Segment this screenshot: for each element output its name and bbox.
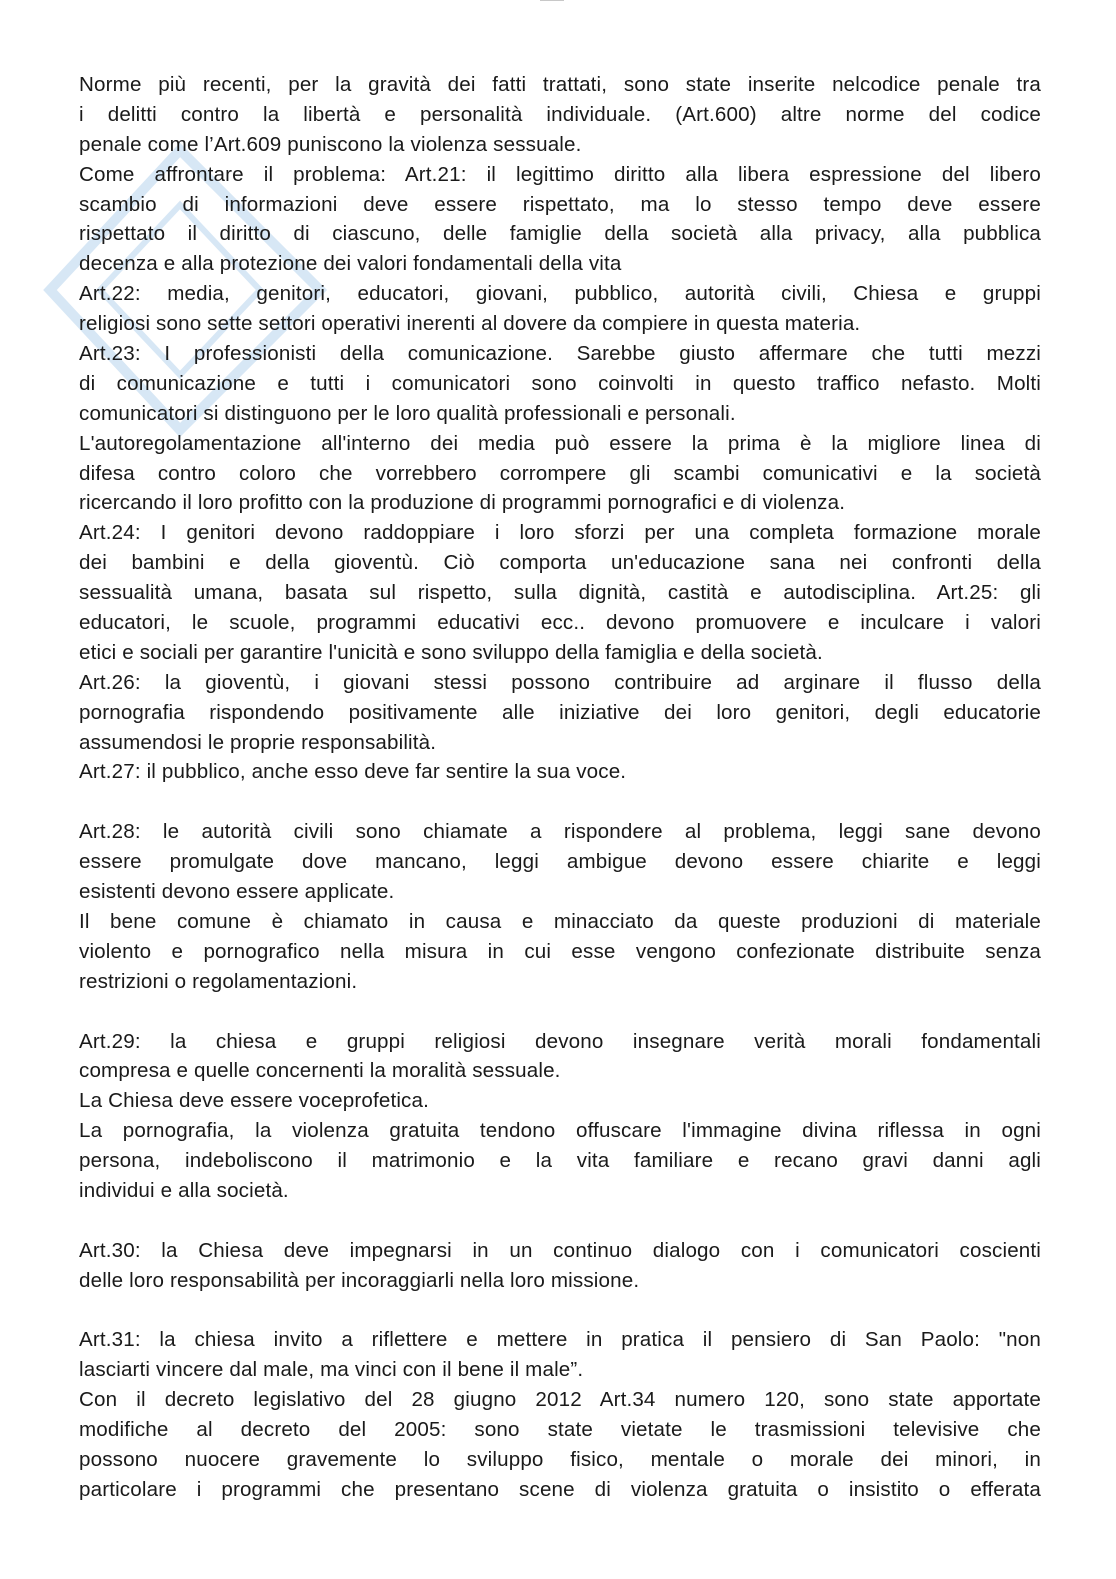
paragraph: [79, 1325, 1041, 1385]
text-line: Con il decreto legislativo del 28 giugno 2012 Art.34 numero 120, sono state apportate: [79, 1388, 1041, 1412]
text-line: Art.26: la gioventù, i giovani stessi possono contribuire ad arginare il flusso della: [79, 670, 1041, 694]
text-line: violento e pornografico nella misura in cui esse vengono confezionate distribuite senza: [79, 939, 1041, 963]
paragraph: [79, 518, 1041, 667]
text-line: Art.29: la chiesa e gruppi religiosi devono insegnare verità morali fondamentali: [79, 1029, 1041, 1053]
text-line: decenza e alla protezione dei valori fondamentali della vita: [79, 252, 622, 276]
text-line: Come affrontare il problema: Art.21: il legittimo diritto alla libera espressione del libero: [79, 162, 1041, 186]
text-line: particolare i programmi che presentano scene di violenza gratuita o insistito o efferata: [79, 1477, 1041, 1501]
text-line: comunicatori si distinguono per le loro qualità professionali e personali.: [79, 401, 736, 425]
text-line: persona, indeboliscono il matrimonio e la vita familiare e recano gravi danni agli: [79, 1149, 1041, 1173]
paragraph: [79, 817, 1041, 907]
paragraph: [79, 1027, 1041, 1087]
text-line: penale come l’Art.609 puniscono la violenza sessuale.: [79, 132, 582, 156]
paragraph: [79, 160, 1041, 280]
text-line: compresa e quelle concernenti la moralità sessuale.: [79, 1059, 561, 1083]
text-line: Art.22: media, genitori, educatori, giovani, pubblico, autorità civili, Chiesa e gruppi: [79, 282, 1041, 306]
paragraph: [79, 1086, 1041, 1116]
text-line: La Chiesa deve essere voceprofetica.: [79, 1089, 429, 1113]
text-line: Art.30: la Chiesa deve impegnarsi in un continuo dialogo con i comunicatori coscienti: [79, 1238, 1041, 1262]
text-line: individui e alla società.: [79, 1178, 289, 1202]
text-line: scambio di informazioni deve essere rispettato, ma lo stesso tempo deve essere: [79, 192, 1041, 216]
text-line: esistenti devono essere applicate.: [79, 880, 395, 904]
text-line: educatori, le scuole, programmi educativi ecc.. devono promuovere e inculcare i valori: [79, 611, 1041, 635]
document-body: [79, 70, 1041, 1505]
text-line: Art.27: il pubblico, anche esso deve far sentire la sua voce.: [79, 760, 627, 784]
paragraph: [79, 279, 1041, 339]
text-line: i delitti contro la libertà e personalità individuale. (Art.600) altre norme del codice: [79, 102, 1041, 126]
text-line: ricercando il loro profitto con la produzione di programmi pornografici e di violenza.: [79, 491, 846, 515]
text-line: difesa contro coloro che vorrebbero corrompere gli scambi comunicativi e la società: [79, 461, 1041, 485]
text-line: possono nuocere gravemente lo sviluppo fisico, mentale o morale dei minori, in: [79, 1447, 1041, 1471]
paragraph: [79, 1385, 1041, 1505]
paragraph: [79, 1116, 1041, 1206]
paragraph: [79, 429, 1041, 519]
paragraph: [79, 668, 1041, 758]
text-line: di comunicazione e tutti i comunicatori sono coinvolti in questo traffico nefasto. Molti: [79, 371, 1041, 395]
text-line: Il bene comune è chiamato in causa e minacciato da queste produzioni di materiale: [79, 909, 1041, 933]
paragraph: [79, 70, 1041, 160]
text-line: rispettato il diritto di ciascuno, delle famiglie della società alla privacy, alla pubblica: [79, 222, 1041, 246]
text-line: La pornografia, la violenza gratuita tendono offuscare l'immagine divina riflessa in ogni: [79, 1119, 1041, 1143]
paragraph-gap: [79, 1206, 1041, 1236]
paragraph-gap: [79, 997, 1041, 1027]
text-line: pornografia rispondendo positivamente alle iniziative dei loro genitori, degli educatorie: [79, 700, 1041, 724]
text-line: modifiche al decreto del 2005: sono state vietate le trasmissioni televisive che: [79, 1418, 1041, 1442]
text-line: dei bambini e della gioventù. Ciò comporta un'educazione sana nei confronti della: [79, 551, 1041, 575]
text-line: essere promulgate dove mancano, leggi ambigue devono essere chiarite e leggi: [79, 850, 1041, 874]
text-line: restrizioni o regolamentazioni.: [79, 969, 358, 993]
paragraph: [79, 339, 1041, 429]
paragraph: [79, 907, 1041, 997]
text-line: religiosi sono sette settori operativi inerenti al dovere da compiere in questa materia.: [79, 312, 861, 336]
paragraph: [79, 1236, 1041, 1296]
text-line: Art.24: I genitori devono raddoppiare i loro sforzi per una completa formazione morale: [79, 521, 1041, 545]
paragraph-gap: [79, 787, 1041, 817]
text-line: Art.31: la chiesa invito a riflettere e mettere in pratica il pensiero di San Paolo: "non: [79, 1328, 1041, 1352]
paragraph-gap: [79, 1296, 1041, 1326]
text-line: L'autoregolamentazione all'interno dei media può essere la prima è la migliore linea di: [79, 431, 1041, 455]
text-line: assumendosi le proprie responsabilità.: [79, 730, 437, 754]
text-line: Norme più recenti, per la gravità dei fatti trattati, sono state inserite nelcodice penale tra: [79, 73, 1041, 96]
text-line: Art.28: le autorità civili sono chiamate a rispondere al problema, leggi sane devono: [79, 820, 1041, 844]
text-line: etici e sociali per garantire l'unicità e sono sviluppo della famiglia e della società.: [79, 640, 823, 664]
header-rule: [540, 0, 564, 5]
text-line: delle loro responsabilità per incoraggiarli nella loro missione.: [79, 1268, 640, 1292]
paragraph: [79, 757, 1041, 787]
text-line: sessualità umana, basata sul rispetto, sulla dignità, castità e autodisciplina. Art.25: gli: [79, 581, 1041, 605]
text-line: Art.23: I professionisti della comunicazione. Sarebbe giusto affermare che tutti mezzi: [79, 342, 1041, 366]
text-line: lasciarti vincere dal male, ma vinci con il bene il male”.: [79, 1358, 584, 1382]
